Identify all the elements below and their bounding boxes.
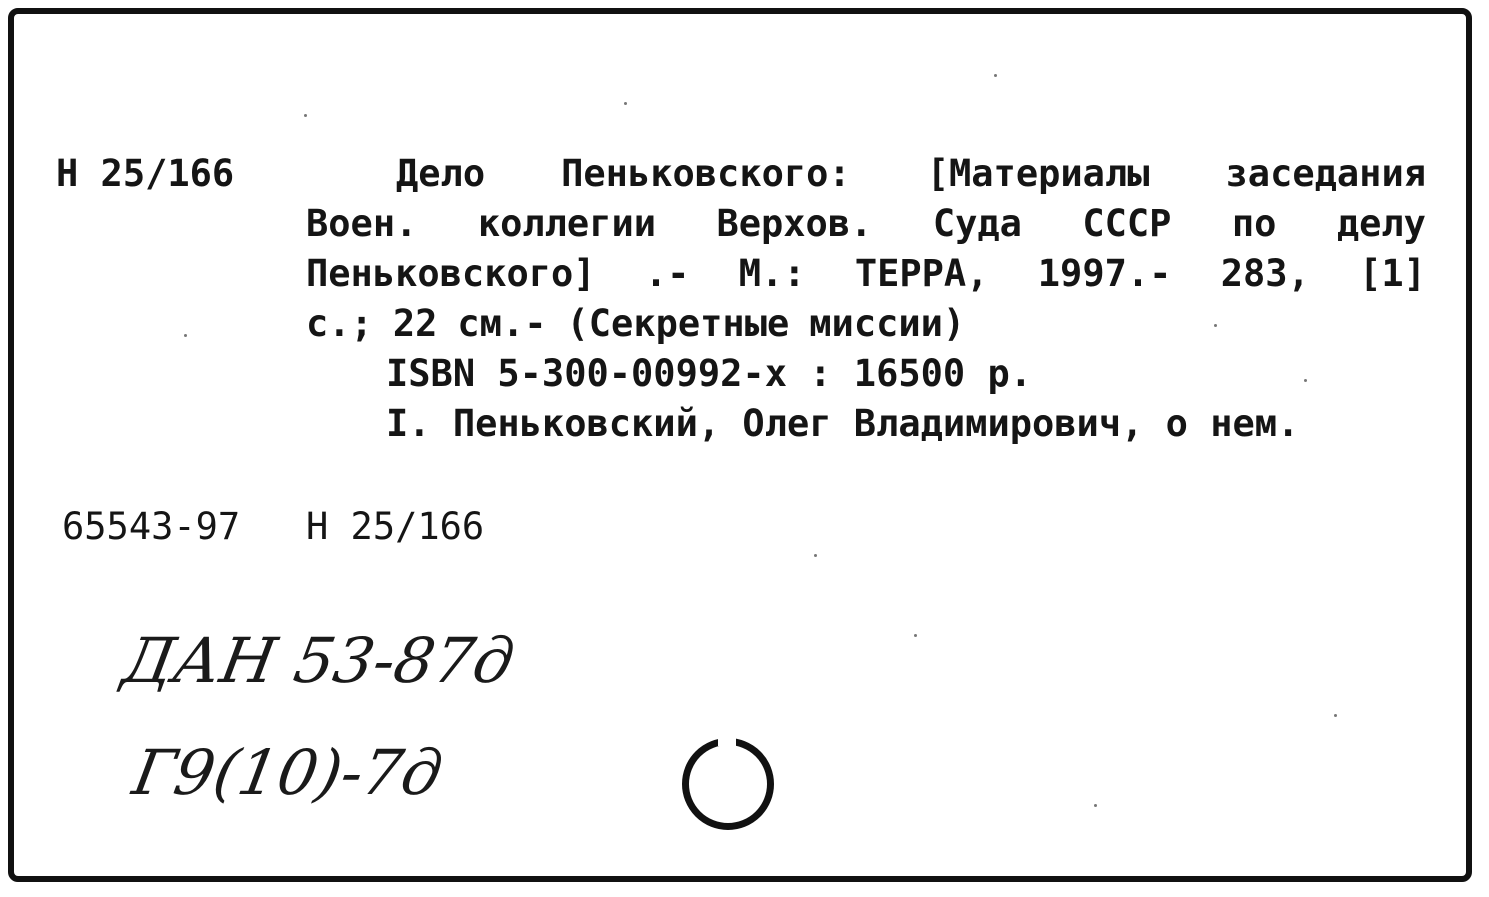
description-word: (Секретные: [566, 302, 790, 345]
scan-speck: [1094, 804, 1097, 807]
scan-speck: [624, 102, 627, 105]
description-line-2: [306, 199, 1426, 249]
description-word: коллегии: [477, 202, 657, 245]
accession-number: 65543-97: [62, 505, 241, 548]
scan-speck: [914, 634, 917, 637]
isbn-price: ISBN 5-300-00992-х : 16500 р.: [386, 352, 1033, 395]
description-word: по: [1231, 202, 1277, 245]
catalog-card: [8, 8, 1472, 882]
description-word: Верхов.: [716, 202, 873, 245]
description-word: 1997.-: [1037, 252, 1172, 295]
scan-speck: [994, 74, 997, 77]
description-word: Пеньковского]: [306, 252, 596, 295]
scan-speck: [1304, 379, 1307, 382]
scan-speck: [814, 554, 817, 557]
description-word: Пеньковского:: [561, 152, 851, 195]
description-word: [Материалы: [926, 152, 1150, 195]
scan-speck: [184, 334, 187, 337]
call-number: Н 25/166: [56, 152, 235, 195]
description-word: миссии): [809, 302, 966, 345]
description-word: 22: [392, 302, 438, 345]
description-word: [1]: [1359, 252, 1426, 295]
scan-speck: [304, 114, 307, 117]
description-word: Дело: [396, 152, 486, 195]
description-word: .-: [644, 252, 690, 295]
description-word: см.-: [457, 302, 547, 345]
subject-heading-line: [306, 399, 1426, 449]
description-line-4: [306, 299, 1426, 349]
subject-heading: I. Пеньковский, Олег Владимирович, о нем.: [386, 402, 1300, 445]
description-word: с.;: [306, 302, 373, 345]
scan-speck: [1214, 324, 1217, 327]
scan-speck: [1334, 714, 1337, 717]
description-line-3: [306, 249, 1426, 299]
description-word: заседания: [1225, 152, 1426, 195]
handwritten-note-2: Г9(10)-7д: [127, 736, 448, 809]
description-word: ТЕРРА,: [854, 252, 989, 295]
description-word: 283,: [1220, 252, 1310, 295]
description-word: Суда: [932, 202, 1022, 245]
accession-call-number: Н 25/166: [306, 505, 485, 548]
description-line-1: [306, 149, 1426, 199]
isbn-price-line: [306, 349, 1426, 399]
description-word: М.:: [738, 252, 806, 295]
description-word: делу: [1336, 202, 1426, 245]
bibliographic-description: [306, 149, 1426, 449]
punch-hole-notch: [718, 732, 736, 746]
punch-hole: [682, 738, 774, 830]
handwritten-note-1: ДАН 53-87д: [117, 624, 520, 697]
description-word: СССР: [1082, 202, 1172, 245]
description-word: Воен.: [306, 202, 418, 245]
